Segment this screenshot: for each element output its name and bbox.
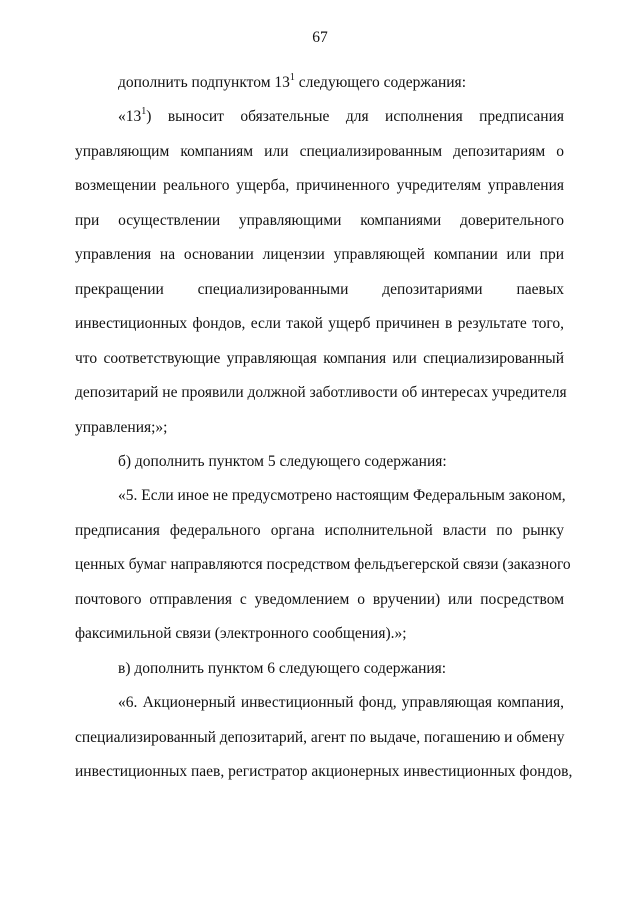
superscript: 1 <box>289 71 295 83</box>
page-number: 67 <box>312 29 328 46</box>
paragraph-point-5-line: факсимильной связи (электронного сообщения).»; <box>75 625 407 643</box>
paragraph-subitem-13-1-line: при осуществлении управляющими компаниями доверительного <box>75 211 564 229</box>
paragraph-subitem-13-1-line: возмещении реального ущерба, причиненного учредителям управления <box>75 177 564 195</box>
paragraph-point-6-line: специализированный депозитарий, агент по выдаче, погашению и обмену <box>75 728 565 746</box>
paragraph-point-6-line: инвестиционных паев, регистратор акционерных инвестиционных фондов, <box>75 763 573 781</box>
document-body <box>75 66 573 790</box>
paragraph-point-5-line: предписания федерального органа исполнительной власти по рынку <box>75 521 564 539</box>
paragraph-subitem-13-1-line: управления на основании лицензии управляющей компании или при <box>75 246 564 264</box>
paragraph-subitem-13-1-line: управляющим компаниям или специализированным депозитариям о <box>75 142 564 160</box>
text-run: «13 <box>118 108 142 126</box>
superscript: 1 <box>141 106 147 118</box>
paragraph-subitem-13-1-line <box>75 100 564 134</box>
paragraph-subitem-13-1-line: инвестиционных фондов, если такой ущерб причинен в результате того, <box>75 315 564 333</box>
text-run: дополнить подпунктом 13 <box>118 74 290 91</box>
text-run: следующего содержания: <box>294 74 466 91</box>
paragraph-point-5-line: почтового отправления с уведомлением о вручении) или посредством <box>75 590 564 608</box>
paragraph-point-5-line: ценных бумаг направляются посредством фельдъегерской связи (заказного <box>75 556 571 574</box>
paragraph-subitem-13-1-line: прекращении специализированными депозитариями паевых <box>75 280 564 298</box>
paragraph-subitem-13-1-line: управления;»; <box>75 418 168 436</box>
text-run: ) выносит обязательные для исполнения предписания <box>146 108 564 126</box>
paragraph-item-b: б) дополнить пунктом 5 следующего содержания: <box>118 452 447 470</box>
paragraph-subitem-13-1-line: что соответствующие управляющая компания или специализированный <box>75 349 564 367</box>
paragraph-point-6-line: «6. Акционерный инвестиционный фонд, управляющая компания, <box>118 694 564 712</box>
paragraph-item-v: в) дополнить пунктом 6 следующего содержания: <box>118 659 447 677</box>
paragraph-subitem-13-1-line: депозитарий не проявили должной заботливости об интересах учредителя <box>75 384 567 402</box>
paragraph-amend-subitem-13-1 <box>75 66 564 100</box>
paragraph-point-5-line: «5. Если иное не предусмотрено настоящим Федеральным законом, <box>118 487 566 505</box>
